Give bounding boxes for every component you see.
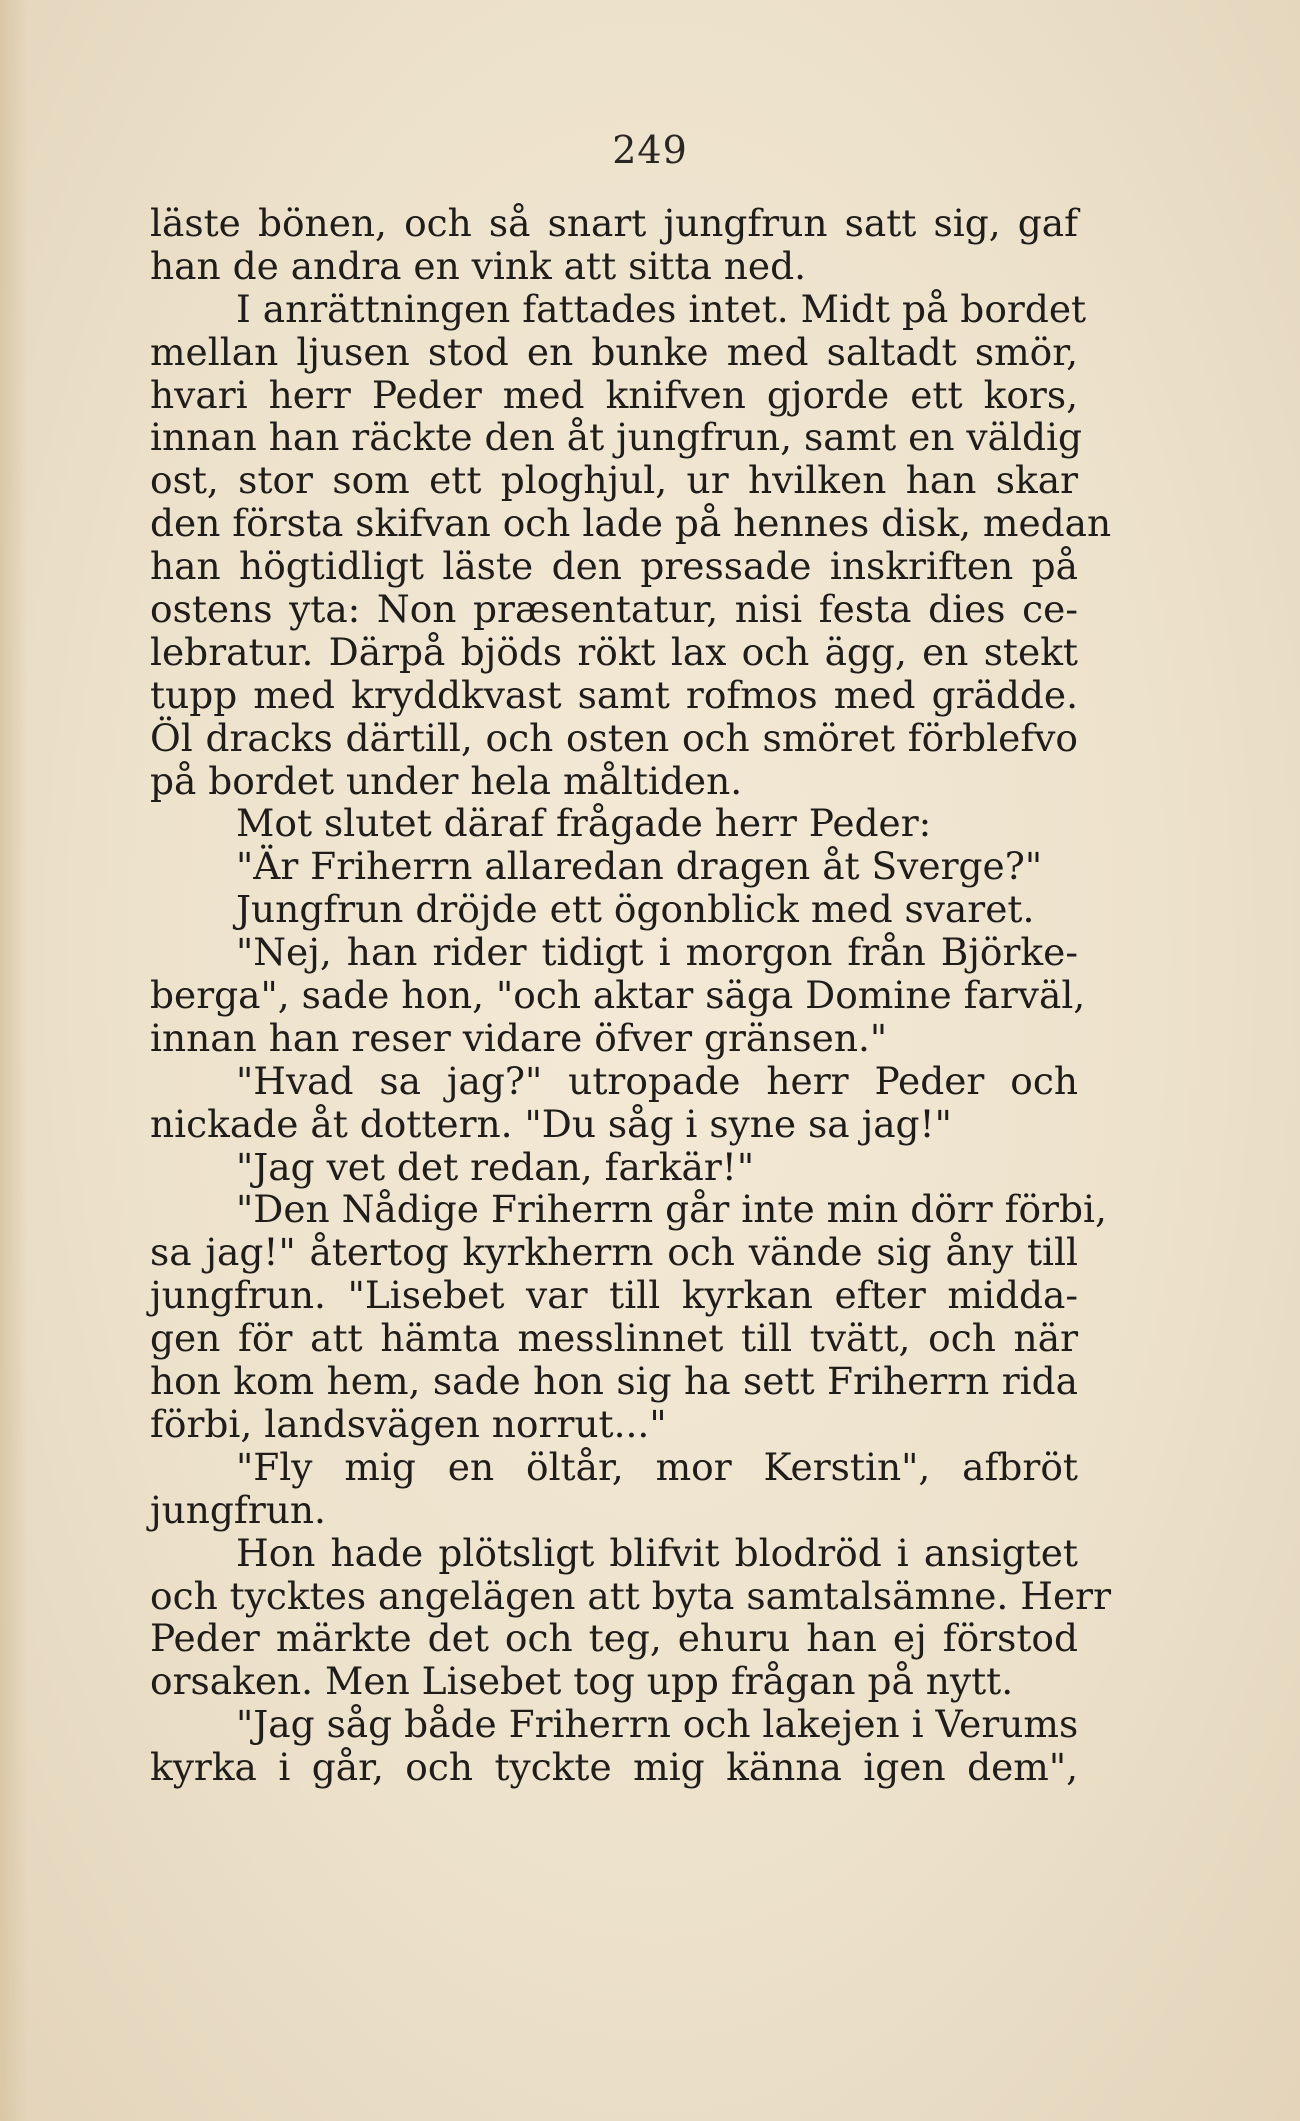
text-line: sa jag!" återtog kyrkherrn och vände sig åny till [150, 1230, 1078, 1275]
text-line: Mot slutet däraf frågade herr Peder: [236, 801, 932, 846]
text-line: ostens yta: Non præsentatur, nisi festa dies ce- [150, 587, 1078, 632]
text-line: orsaken. Men Lisebet tog upp frågan på nytt. [150, 1659, 1014, 1704]
text-line: "Nej, han rider tidigt i morgon från Björke- [236, 930, 1078, 975]
text-line: "Fly mig en öltår, mor Kerstin", afbröt [236, 1444, 1078, 1489]
text-line: ost, stor som ett ploghjul, ur hvilken han skar [150, 458, 1078, 503]
page-number: 249 [612, 128, 688, 172]
text-line: jungfrun. "Lisebet var till kyrkan efter midda- [150, 1273, 1078, 1318]
text-line: läste bönen, och så snart jungfrun satt sig, gaf [150, 201, 1078, 245]
body-text [150, 201, 1112, 1790]
text-line: "Den Nådige Friherrn går inte min dörr förbi, [236, 1187, 1107, 1232]
text-line: på bordet under hela måltiden. [150, 758, 743, 803]
text-line: hon kom hem, sade hon sig ha sett Friherrn rida [150, 1359, 1078, 1404]
text-line: "Hvad sa jag?" utropade herr Peder och [236, 1058, 1078, 1103]
text-line: innan han reser vidare öfver gränsen." [150, 1015, 888, 1060]
text-line: Öl dracks därtill, och osten och smöret förblefvo [150, 715, 1078, 760]
text-line: Jungfrun dröjde ett ögonblick med svaret. [236, 887, 1035, 932]
text-line: jungfrun. [150, 1487, 326, 1532]
text-line: han de andra en vink att sitta ned. [150, 243, 806, 288]
text-line: "Jag såg både Friherrn och lakejen i Verums [236, 1702, 1079, 1747]
text-line: mellan ljusen stod en bunke med saltadt smör, [150, 329, 1078, 374]
text-line: hvari herr Peder med knifven gjorde ett kors, [150, 372, 1078, 417]
text-line: förbi, landsvägen norrut..." [150, 1401, 667, 1446]
text-line: Hon hade plötsligt blifvit blodröd i ansigtet [236, 1530, 1078, 1575]
text-line: nickade åt dottern. "Du såg i syne sa jag!" [150, 1101, 952, 1146]
text-line: "Är Friherrn allaredan dragen åt Sverge?" [236, 844, 1043, 889]
text-line: I anrättningen fattades intet. Midt på bordet [236, 286, 1087, 331]
text-line: "Jag vet det redan, farkär!" [236, 1144, 755, 1189]
text-line: kyrka i går, och tyckte mig känna igen dem", [150, 1745, 1078, 1790]
text-line: han högtidligt läste den pressade inskriften på [150, 544, 1078, 589]
text-line: berga", sade hon, "och aktar säga Domine farväl, [150, 973, 1086, 1018]
text-line: lebratur. Därpå bjöds rökt lax och ägg, en stekt [150, 629, 1078, 674]
text-line: gen för att hämta messlinnet till tvätt, och när [150, 1316, 1078, 1361]
text-line: och tycktes angelägen att byta samtalsämne. Herr [150, 1573, 1112, 1618]
text-line: tupp med kryddkvast samt rofmos med grädde. [150, 672, 1078, 717]
text-line: den första skifvan och lade på hennes disk, medan [150, 501, 1112, 546]
text-line: innan han räckte den åt jungfrun, samt en väldig [150, 415, 1082, 460]
text-line: Peder märkte det och teg, ehuru han ej förstod [150, 1616, 1078, 1661]
